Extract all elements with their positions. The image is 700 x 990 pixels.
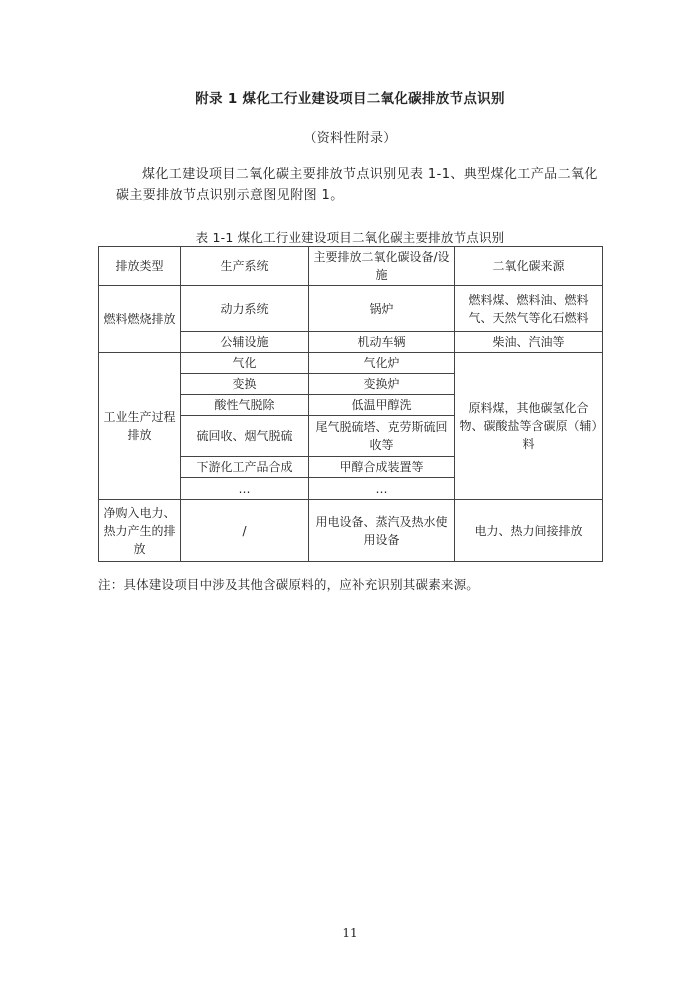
equipment-cell: 机动车辆 bbox=[309, 332, 455, 353]
intro-paragraph: 煤化工建设项目二氧化碳主要排放节点识别见表 1-1、典型煤化工产品二氧化碳主要排放节点识别示意图见附图 1。 bbox=[116, 167, 598, 203]
system-cell: 气化 bbox=[181, 353, 309, 374]
emission-nodes-table bbox=[98, 246, 603, 562]
system-cell: 酸性气脱除 bbox=[181, 395, 309, 416]
table-note: 注：具体建设项目中涉及其他含碳原料的，应补充识别其碳素来源。 bbox=[98, 577, 480, 592]
equipment-cell: 用电设备、蒸汽及热水使用设备 bbox=[309, 500, 455, 562]
source-cell: 柴油、汽油等 bbox=[455, 332, 603, 353]
table-header-row bbox=[99, 247, 603, 286]
equipment-cell: 锅炉 bbox=[309, 286, 455, 332]
system-cell: 动力系统 bbox=[181, 286, 309, 332]
table-row bbox=[99, 286, 603, 332]
system-cell: 变换 bbox=[181, 374, 309, 395]
source-cell: 原料煤，其他碳氢化合物、碳酸盐等含碳原（辅）料 bbox=[455, 353, 603, 500]
system-cell: 公辅设施 bbox=[181, 332, 309, 353]
header-co2-source: 二氧化碳来源 bbox=[455, 247, 603, 286]
system-cell: 下游化工产品合成 bbox=[181, 457, 309, 478]
table-row bbox=[99, 500, 603, 562]
source-cell: 燃料煤、燃料油、燃料气、天然气等化石燃料 bbox=[455, 286, 603, 332]
system-cell: … bbox=[181, 478, 309, 500]
system-cell: 硫回收、烟气脱硫 bbox=[181, 416, 309, 457]
header-equipment: 主要排放二氧化碳设备/设施 bbox=[309, 247, 455, 286]
system-cell: / bbox=[181, 500, 309, 562]
header-production-system: 生产系统 bbox=[181, 247, 309, 286]
appendix-title: 附录 1 煤化工行业建设项目二氧化碳排放节点识别 bbox=[195, 91, 505, 107]
header-emission-type: 排放类型 bbox=[99, 247, 181, 286]
source-cell: 电力、热力间接排放 bbox=[455, 500, 603, 562]
equipment-cell: 变换炉 bbox=[309, 374, 455, 395]
equipment-cell: 低温甲醇洗 bbox=[309, 395, 455, 416]
emission-type-cell: 净购入电力、热力产生的排放 bbox=[99, 500, 181, 562]
equipment-cell: 甲醇合成装置等 bbox=[309, 457, 455, 478]
table-caption: 表 1-1 煤化工行业建设项目二氧化碳主要排放节点识别 bbox=[195, 230, 505, 245]
equipment-cell: … bbox=[309, 478, 455, 500]
table-row bbox=[99, 353, 603, 374]
emission-type-cell: 燃料燃烧排放 bbox=[99, 286, 181, 353]
equipment-cell: 尾气脱硫塔、克劳斯硫回收等 bbox=[309, 416, 455, 457]
appendix-subtitle: （资料性附录） bbox=[303, 131, 397, 146]
equipment-cell: 气化炉 bbox=[309, 353, 455, 374]
page-number: 11 bbox=[342, 926, 358, 940]
emission-type-cell: 工业生产过程排放 bbox=[99, 353, 181, 500]
